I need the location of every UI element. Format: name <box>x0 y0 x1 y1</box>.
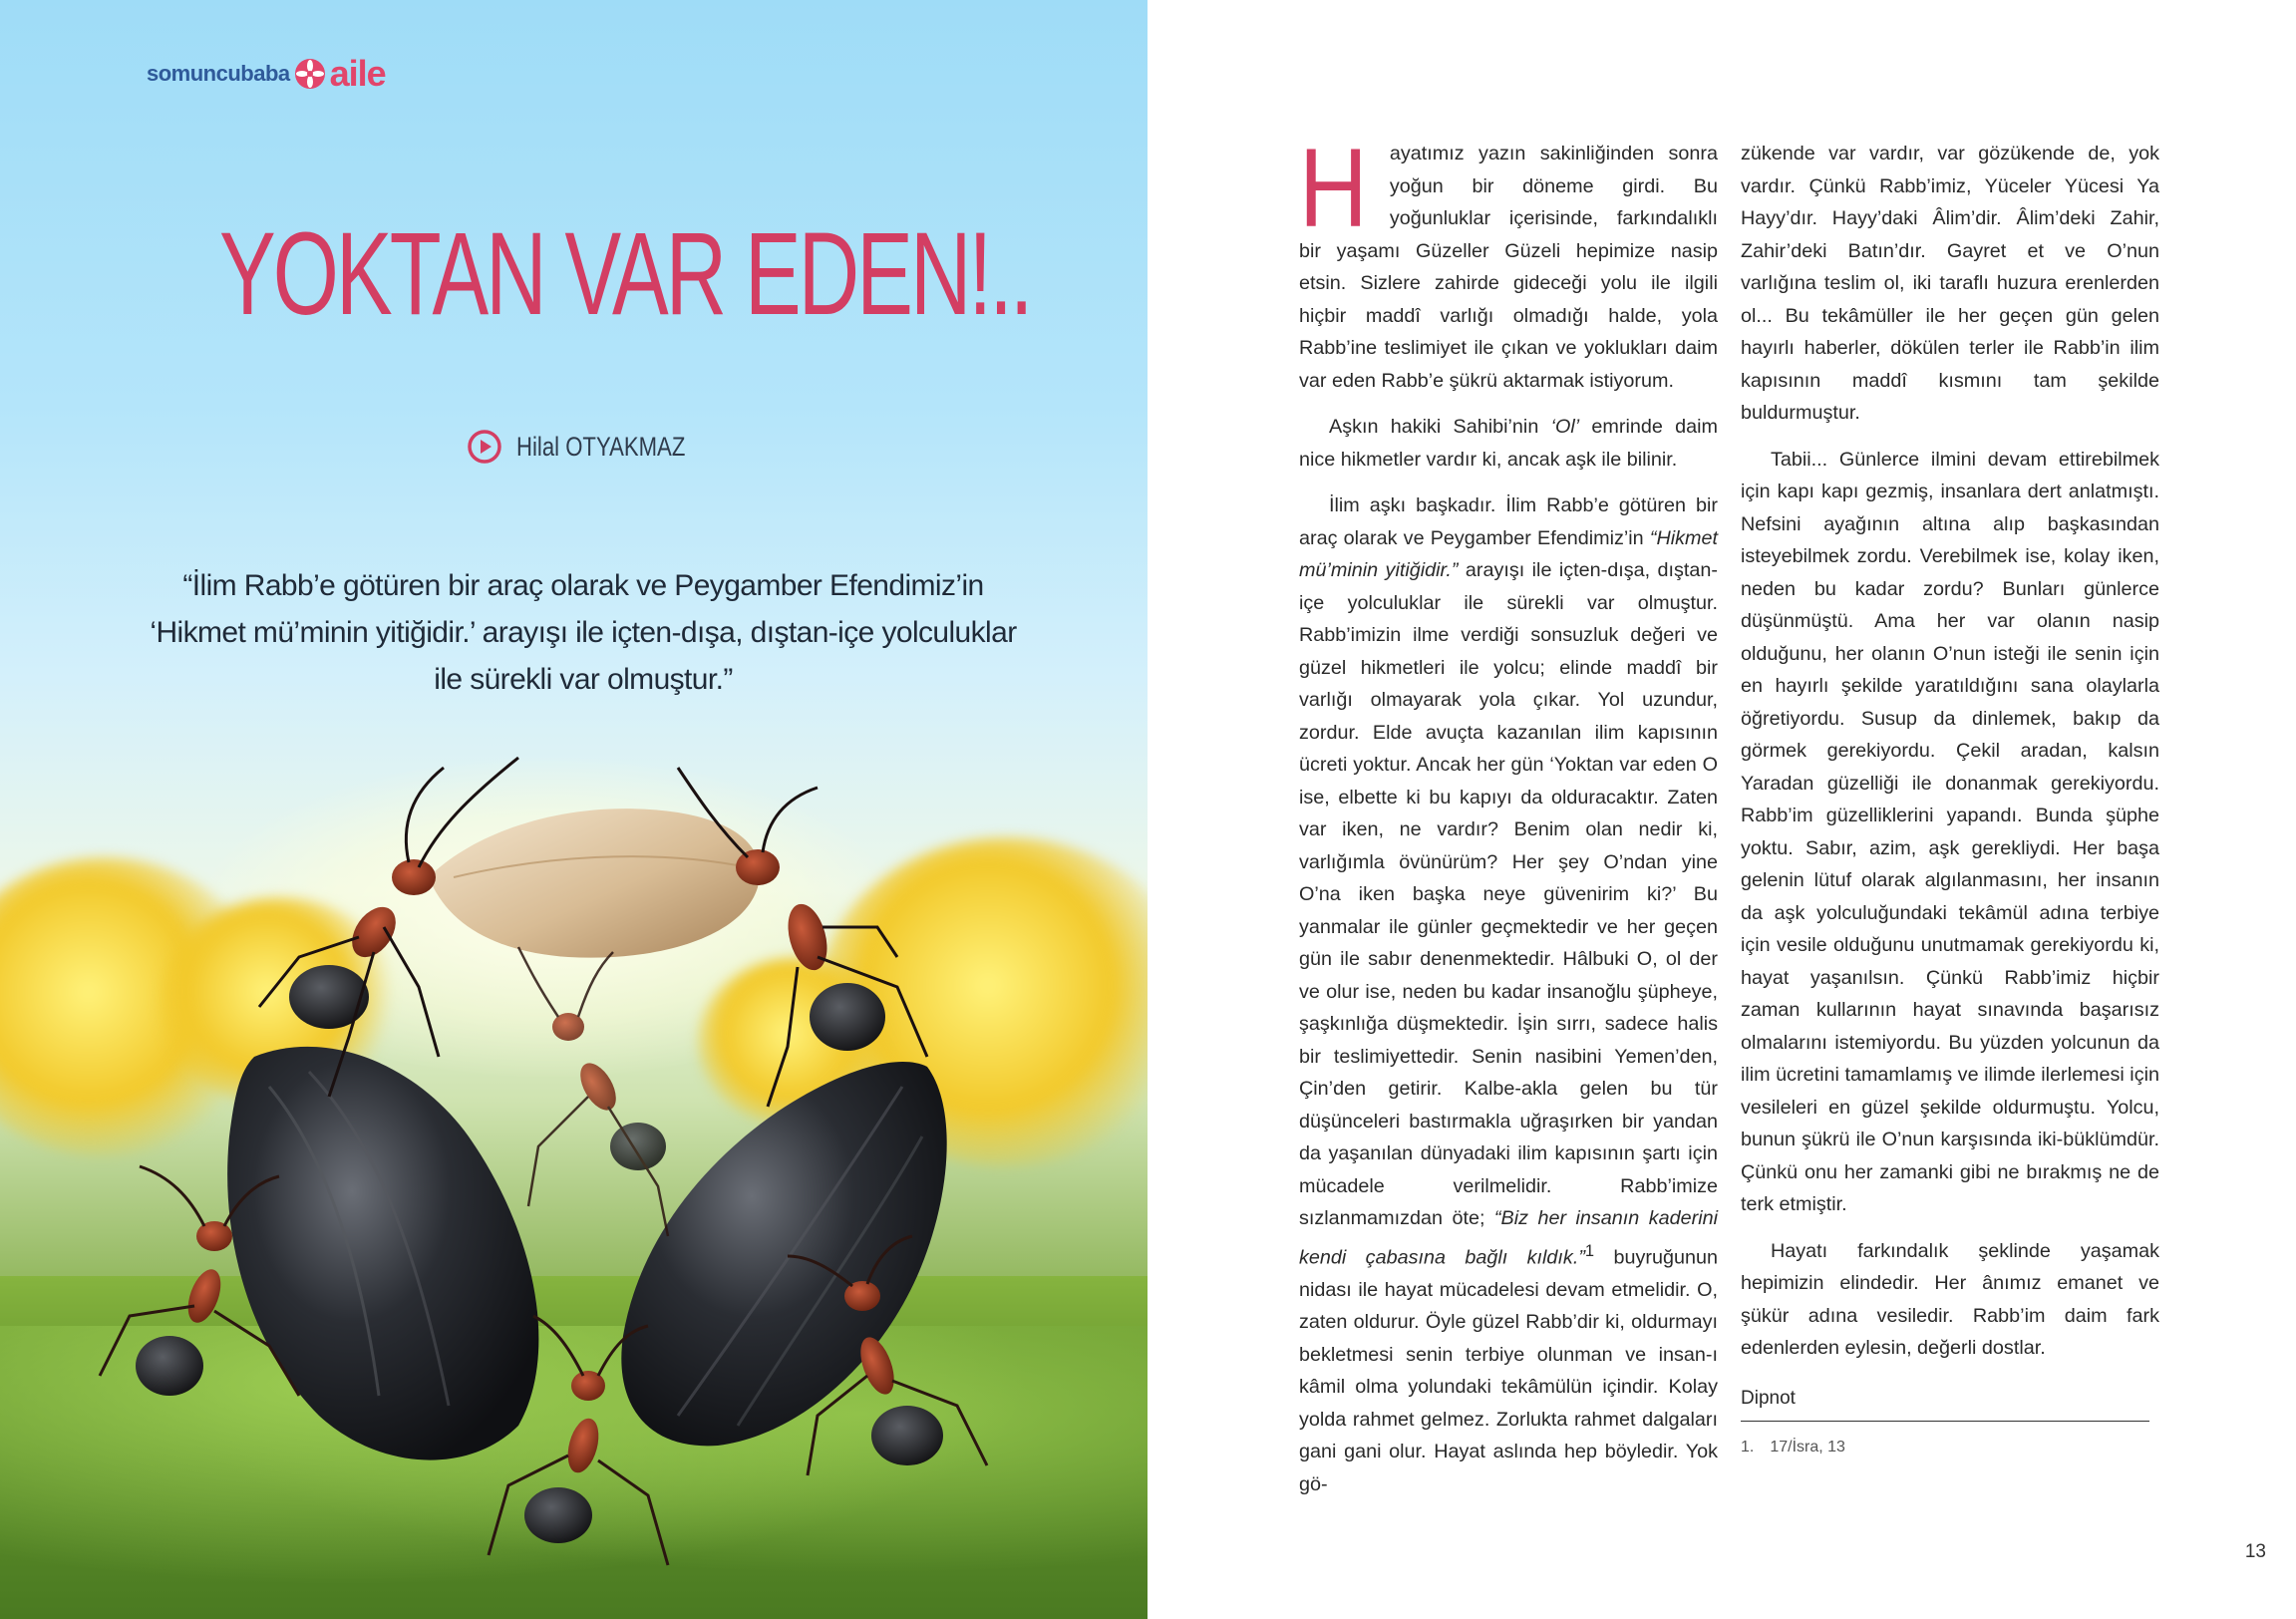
paragraph: zükende var vardır, var gözükende de, yok vardır. Çünkü Rabb’imiz, Yüceler Yücesi Ya Hayy’dır. Hayy’daki Âlim’dir. Âlim’deki Zahir, Zahir’deki Batın’dır. Gayret et ve O’nun varlığına teslim ol, iki taraflı huzura erenlerden ol... Bu tekâmüller ile her geçen gün gelen hayırlı haberler, dökülen terler ile Rabb’in ilim kapısının maddî kısmını tam şekilde buldurmuştur. <box>1741 143 2159 424</box>
play-circle-icon <box>467 429 502 465</box>
author-line <box>467 429 723 465</box>
article-title: YOKTAN VAR EDEN!.. <box>219 208 1031 340</box>
brand-logo <box>147 54 386 94</box>
drop-cap: H <box>1299 126 1368 250</box>
paragraph <box>1299 411 1718 476</box>
paragraph-text: Aşkın hakiki Sahibi’nin <box>1329 416 1539 438</box>
ant-middle <box>518 947 668 1236</box>
footnote-number: 1. <box>1741 1439 1755 1456</box>
paragraph <box>1299 126 1718 397</box>
text-column-2 <box>1741 138 2159 1464</box>
paragraph-text: emrinde daim nice hikmetler vardır ki, ancak aşk ile bilinir. <box>1299 416 1718 471</box>
paragraph-text: arayışı ile içten-dışa, dıştan-içe yolculuklar ile sürekli var olmuştur. Rabb’imizin ilme verdiği sonsuzluk değeri ve güzel hikmetleri ile yolcu; elinde maddî bir varlığı olmayarak yola çıkar. Yol uzundur, zordur. Elde avuçta kazanılan ilim kapısının ücreti yoktur. Ancak her gün ‘Yoktan var eden O ise, elbette ki bu kapıyı da olduracaktır. Zaten var iken, ne vardır? Benim olan nedir ki, varlığımla övünürüm? Her şey O’ndan yine O’na iken başka neye güvenirim ki?’ Bu yanmalar ile günler geçmektedir ve her geçen gün ile sabır denenmektedir. Hâlbuki O, ol der ve olur ise, neden bu kadar insanoğlu şüpheye, şaşkınlığa düşmektedir. İşin sırrı, sadece halis bir teslimiyettedir. Senin nasibini Yemen’den, Çin’den getirir. Kalbe-akla gelen bu tür düşünceleri bastırmakla uğraşırken bir yandan da yaşanılan dünyadaki ilim kapısının şartı için mücadele verilmelidir. Rabb’imize sızlanmamızdan öte; <box>1299 559 1719 1229</box>
page-number: 13 <box>2244 1541 2266 1562</box>
paragraph-text: buyruğunun nidası ile hayat mücadelesi devam etmelidir. O, zaten oldurur. Öyle güzel Rabb’dir ki, oldurmayı bekletmesi senin terbiye olunman ve insan-ı kâmil olma yolundaki tekâmülün içindir. Kolay yolda rahmet gelmez. Zorlukta rahmet dalgaları gani gani olur. Hayat aslında hep böyledir. Yok gö- <box>1299 1246 1718 1495</box>
flower-logo-icon <box>294 58 326 90</box>
emphasis-text: “Hikmet mü’minin yitiğidir.” <box>1299 526 1718 581</box>
paragraph-text: ayatımız yazın sakinliğinden sonra yoğun bir döneme girdi. Bu yoğunluklar içerisinde, farkındalıklı bir yaşamı Güzeller Güzeli hepimize nasip etsin. Sizlere zahirde gideceği yolu ile ilgili hiçbir maddî varlığı olmadığı halde, yola Rabb’ine teslimiyet ile çıkan ve yoklukları daim var eden Rabb’e şükrü aktarmak istiyorum. <box>1299 143 1718 392</box>
pull-quote: “İlim Rabb’e götüren bir araç olarak ve Peygamber Efendimiz’in ‘Hikmet mü’minin yitiğidir.’ arayışı ile içten-dışa, dıştan-içe yolculuklar ile sürekli var olmuştur.” <box>150 569 1017 696</box>
paragraph <box>1299 489 1718 1500</box>
dark-seed-left <box>227 1047 538 1460</box>
brand-sub: aile <box>329 53 386 94</box>
paragraph-text: İlim aşkı başkadır. İlim Rabb’e götüren bir araç olarak ve Peygamber Efendimiz’in <box>1299 494 1718 549</box>
emphasis-text: “Biz her insanın kaderini kendi çabasına bağlı kıldık.” <box>1299 1207 1718 1269</box>
paragraph: Hayatı farkındalık şeklinde yaşamak hepimizin elindedir. Her ânımız emanet ve şükür adına vesiledir. Rabb’im daim fark edenlerden eylesin, değerli dostlar. <box>1741 1239 2159 1359</box>
text-column-1 <box>1299 126 1719 1514</box>
footnote-title: Dipnot <box>1741 1383 2149 1423</box>
author-name: Hilal OTYAKMAZ <box>516 431 686 462</box>
footnote-ref[interactable]: 1 <box>1584 1241 1595 1260</box>
emphasis-text: ‘Ol’ <box>1550 416 1580 438</box>
light-seed <box>429 809 760 958</box>
brand-name: somuncubaba <box>147 61 290 86</box>
ant-right-top <box>678 768 927 1107</box>
article-text-page <box>1148 0 2296 1619</box>
footnote-text: 17/İsra, 13 <box>1770 1439 1845 1456</box>
paragraph: Tabii... Günlerce ilmini devam ettirebilmek için kapı kapı gezmiş, insanlara dert anlatmıştı. Nefsini ayağının altına alıp başkasından isteyebilmek zordu. Verebilmek ise, kolay iken, neden bu kadar zordu? Bunları günlerce düşünmüştü. Ama her var olanın nasip olduğunu, her olanın O’nun isteği ile senin için en hayırlı şekilde yaratıldığını sana olaylarla öğretiyordu. Susup da dinlemek, bakıp da görmek gerekiyordu. Çekil aradan, kalsın Yaradan güzelliği ile donanmak gerekiyordu. Rabb’im güzelliklerini yapandı. Bunda şüphe yoktu. Sabır, azim, aşk gerekliydi. Her başa gelenin lütuf olarak algılanmasını, her insanın da aşk yolculuğundaki tekâmül adına terbiye için vesile olduğunu unutmamak gerekiyordu ki, hayat yaşanılsın. Çünkü Rabb’imiz hiçbir zaman kullarının hayat sınavında başarısız olmalarını istemiyordu. Bu yüzden yolcunun da ilim ücretini tamamlamış ve ilimde ilerlemesi için vesileleri en güzel şekilde oldurmuştu. Yolcu, bunun şükrü ile O’nun karşısında iki-büklümdür. Çünkü onu her zamanki gibi ne bırakmış ne de terk etmiştir. <box>1741 448 2159 1215</box>
footnote <box>1741 1432 2159 1464</box>
dark-seed-right <box>621 1062 946 1446</box>
